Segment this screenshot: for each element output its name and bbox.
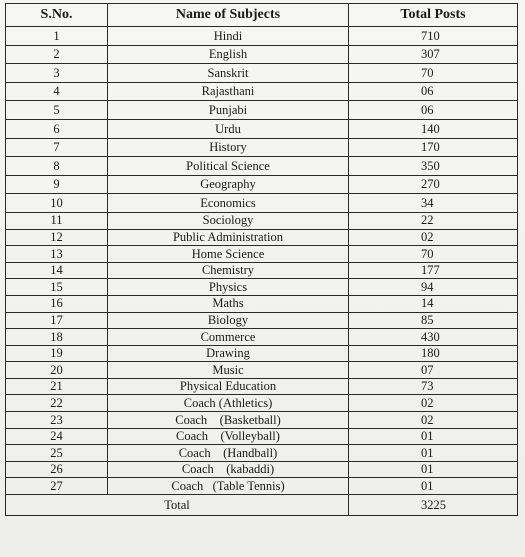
row-subject: Coach (Handball) xyxy=(108,445,349,462)
row-sno: 16 xyxy=(6,295,108,312)
row-subject: Economics xyxy=(108,194,349,213)
total-row xyxy=(6,495,518,516)
row-sno: 5 xyxy=(6,101,108,120)
row-subject: Rajasthani xyxy=(108,82,349,101)
row-posts: 710 xyxy=(349,27,518,46)
posts-table xyxy=(5,3,518,516)
row-sno: 11 xyxy=(6,212,108,229)
row-subject: English xyxy=(108,45,349,64)
row-posts: 350 xyxy=(349,157,518,176)
row-subject: Commerce xyxy=(108,329,349,346)
table-row xyxy=(6,312,518,329)
row-subject: Biology xyxy=(108,312,349,329)
table-row xyxy=(6,345,518,362)
table-header-row xyxy=(6,4,518,27)
row-subject: Coach (kabaddi) xyxy=(108,461,349,478)
table-row xyxy=(6,64,518,83)
row-sno: 27 xyxy=(6,478,108,495)
table-row xyxy=(6,157,518,176)
row-sno: 20 xyxy=(6,362,108,379)
table-row xyxy=(6,362,518,379)
table-row xyxy=(6,194,518,213)
row-sno: 25 xyxy=(6,445,108,462)
table-row xyxy=(6,378,518,395)
row-sno: 22 xyxy=(6,395,108,412)
row-subject: Coach (Athletics) xyxy=(108,395,349,412)
row-posts: 01 xyxy=(349,461,518,478)
header-posts: Total Posts xyxy=(349,4,518,27)
row-subject: Physical Education xyxy=(108,378,349,395)
row-posts: 06 xyxy=(349,101,518,120)
table-row xyxy=(6,101,518,120)
table-row xyxy=(6,279,518,296)
row-subject: Coach (Basketball) xyxy=(108,412,349,429)
row-posts: 14 xyxy=(349,295,518,312)
row-subject: Punjabi xyxy=(108,101,349,120)
table-row xyxy=(6,119,518,138)
row-posts: 94 xyxy=(349,279,518,296)
row-sno: 8 xyxy=(6,157,108,176)
row-subject: Chemistry xyxy=(108,262,349,279)
row-sno: 9 xyxy=(6,175,108,194)
row-posts: 180 xyxy=(349,345,518,362)
row-sno: 4 xyxy=(6,82,108,101)
total-value: 3225 xyxy=(349,495,518,516)
row-posts: 01 xyxy=(349,428,518,445)
row-posts: 85 xyxy=(349,312,518,329)
row-sno: 26 xyxy=(6,461,108,478)
table-row xyxy=(6,445,518,462)
table-row xyxy=(6,329,518,346)
row-sno: 24 xyxy=(6,428,108,445)
row-sno: 13 xyxy=(6,246,108,263)
table-row xyxy=(6,45,518,64)
row-sno: 18 xyxy=(6,329,108,346)
table-row xyxy=(6,246,518,263)
row-sno: 12 xyxy=(6,229,108,246)
row-posts: 34 xyxy=(349,194,518,213)
row-subject: Political Science xyxy=(108,157,349,176)
row-sno: 23 xyxy=(6,412,108,429)
row-subject: Public Administration xyxy=(108,229,349,246)
row-subject: Sociology xyxy=(108,212,349,229)
row-posts: 73 xyxy=(349,378,518,395)
row-posts: 02 xyxy=(349,229,518,246)
table-body xyxy=(6,27,518,495)
total-label: Total xyxy=(6,495,349,516)
row-posts: 70 xyxy=(349,64,518,83)
row-sno: 1 xyxy=(6,27,108,46)
row-sno: 10 xyxy=(6,194,108,213)
table-row xyxy=(6,175,518,194)
row-subject: Music xyxy=(108,362,349,379)
header-sno: S.No. xyxy=(6,4,108,27)
row-subject: Physics xyxy=(108,279,349,296)
row-posts: 70 xyxy=(349,246,518,263)
row-posts: 07 xyxy=(349,362,518,379)
row-subject: History xyxy=(108,138,349,157)
table-row xyxy=(6,428,518,445)
row-posts: 177 xyxy=(349,262,518,279)
row-sno: 17 xyxy=(6,312,108,329)
row-posts: 170 xyxy=(349,138,518,157)
row-posts: 270 xyxy=(349,175,518,194)
row-posts: 01 xyxy=(349,478,518,495)
row-subject: Coach (Table Tennis) xyxy=(108,478,349,495)
row-sno: 2 xyxy=(6,45,108,64)
table-row xyxy=(6,412,518,429)
table-row xyxy=(6,262,518,279)
row-subject: Sanskrit xyxy=(108,64,349,83)
row-sno: 19 xyxy=(6,345,108,362)
row-sno: 6 xyxy=(6,119,108,138)
row-sno: 15 xyxy=(6,279,108,296)
row-posts: 02 xyxy=(349,395,518,412)
table-row xyxy=(6,212,518,229)
row-subject: Geography xyxy=(108,175,349,194)
row-posts: 430 xyxy=(349,329,518,346)
row-sno: 14 xyxy=(6,262,108,279)
table-row xyxy=(6,395,518,412)
row-posts: 02 xyxy=(349,412,518,429)
row-subject: Coach (Volleyball) xyxy=(108,428,349,445)
row-sno: 21 xyxy=(6,378,108,395)
row-posts: 06 xyxy=(349,82,518,101)
table-row xyxy=(6,461,518,478)
row-sno: 3 xyxy=(6,64,108,83)
row-posts: 307 xyxy=(349,45,518,64)
row-posts: 140 xyxy=(349,119,518,138)
row-subject: Maths xyxy=(108,295,349,312)
row-posts: 22 xyxy=(349,212,518,229)
row-sno: 7 xyxy=(6,138,108,157)
table-row xyxy=(6,229,518,246)
row-subject: Hindi xyxy=(108,27,349,46)
table-row xyxy=(6,478,518,495)
table-row xyxy=(6,138,518,157)
row-posts: 01 xyxy=(349,445,518,462)
table-row xyxy=(6,27,518,46)
header-subject: Name of Subjects xyxy=(108,4,349,27)
table-row xyxy=(6,295,518,312)
row-subject: Drawing xyxy=(108,345,349,362)
table-row xyxy=(6,82,518,101)
row-subject: Home Science xyxy=(108,246,349,263)
row-subject: Urdu xyxy=(108,119,349,138)
